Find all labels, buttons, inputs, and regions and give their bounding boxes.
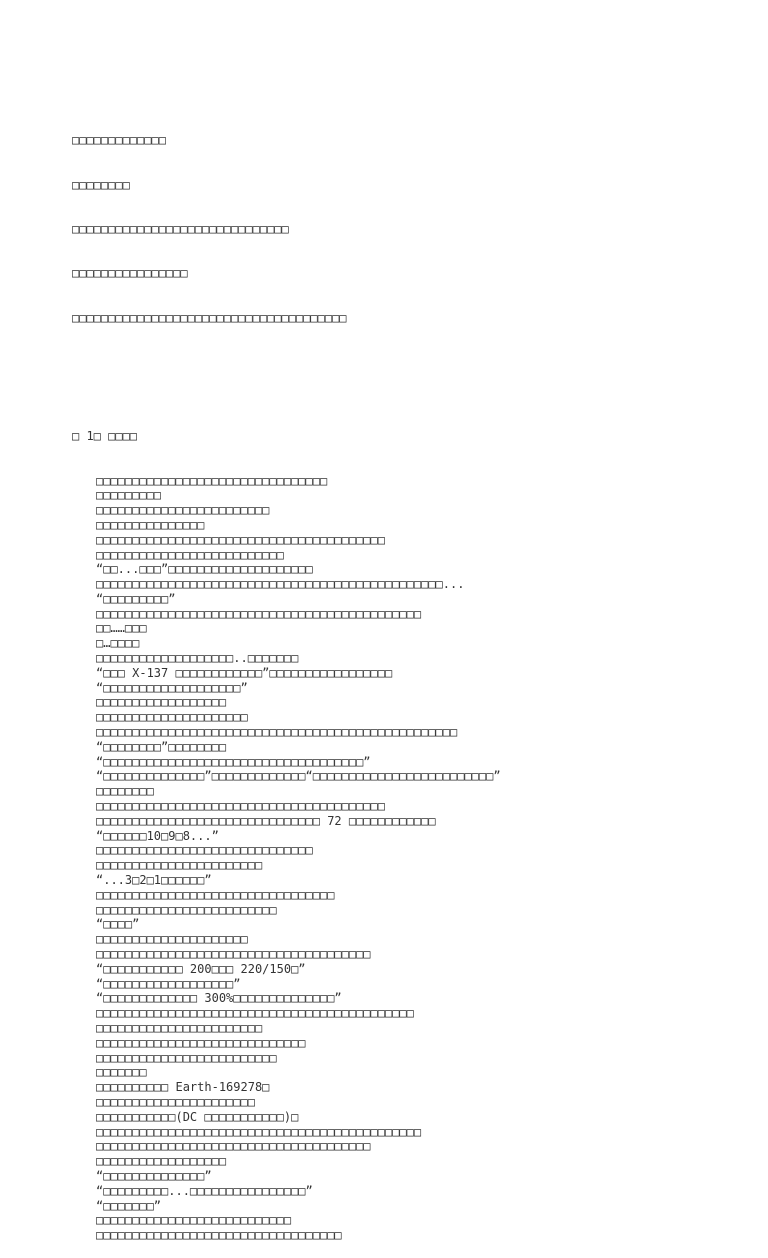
body-line: □□□□□□□□□□□□□□□□□□□□□□□ <box>96 858 263 873</box>
body-line: □□□□□□□□□□□□□□□□□□□□□□□□□□□□□□□ 72 □□□□□□□□□□□□ <box>96 813 436 828</box>
body-line: □□□□□□□□□□□□□□□□□□□□□□□□ <box>96 503 270 518</box>
body-line: □□□□□□□□□□□□□□□□□□□□□□□□□□□□□□□□□□□□□□□□□□□□ <box>96 1006 414 1021</box>
body-line: □□□□□□□□□□□□□□□□□□□□□ <box>96 932 248 947</box>
document-page <box>72 74 752 1258</box>
body-line: “□□□□□□10□9□8...” <box>96 828 219 843</box>
body-line: □□□□□□□□□□□□□□□□□□□□□□□□□□□□□□□□ <box>96 473 328 488</box>
body-line: □□□□□□□□□□□□□□□□□□ <box>96 695 227 710</box>
header-block <box>72 104 752 356</box>
body-line: □□□□□□□□□□□□□□□□□□□□□□□□□□□□□□□□□□□□□□□□ <box>96 799 385 814</box>
body-line: □□□□□□□□□□□□□□□□□□□□□□□□□□□□□□□□□□□□□□□□□□□□□□□□... <box>96 577 465 592</box>
body-line: □□□□□□□□□□□□□□□□□□□□□□□□□□□□□□□□□□□□□□□□□□□□□ <box>96 1124 422 1139</box>
body-line: “□□□□□□□” <box>96 1198 162 1213</box>
body-line: □□□□□□□□□□□□□□□□□□□□□□□□□ <box>96 1050 277 1065</box>
body-line: □□□□□□□□□□□□□□□□□□ <box>96 1154 227 1169</box>
body-line: “□□□□□□□□□□□ 200□□□ 220/150□” <box>96 961 306 976</box>
body-line: “□□□□□□□□□□□□□□”□□□□□□□□□□□□□“□□□□□□□□□□□□□□□□□□□□□□□□□” <box>96 769 501 784</box>
body-line: □□□□□□□□□□□(DC □□□□□□□□□□□)□ <box>96 1109 299 1124</box>
header-line: □□□□□□□□□□□□□□□□ <box>72 266 188 281</box>
body-line: “□□□□□□□□□□□□□ 300%□□□□□□□□□□□□□□” <box>96 991 342 1006</box>
body-line: “...3□2□1□□□□□□” <box>96 873 212 888</box>
body-line: □□□□□□□□□□□□□□□□□□□□□□□□□□□□□□□□□□□□□□ <box>96 1139 371 1154</box>
body-line: □□……□□□ <box>96 621 147 636</box>
header-line: □□□□□□□□ <box>72 177 130 192</box>
body-line: □…□□□□ <box>96 636 140 651</box>
body-line: “□□□ X-137 □□□□□□□□□□□□”□□□□□□□□□□□□□□□□□ <box>96 665 393 680</box>
body-line: □□□□□□□□□□□□□□□□□□□□□ <box>96 710 248 725</box>
body-line: □□□□□□□□□□□□□□□□□□□□□□□□□ <box>96 902 277 917</box>
header-line: □□□□□□□□□□□□□□□□□□□□□□□□□□□□□□ <box>72 221 289 236</box>
body-line: □□□□□□□□□□□□□□□□□□□□□□□□□□□□□□□□□□□□□□□□□□□□□ <box>96 606 422 621</box>
body-line: □□□□□□□□□□□□□□□ <box>96 517 205 532</box>
body-line: “□□...□□□”□□□□□□□□□□□□□□□□□□□□ <box>96 562 313 577</box>
body-line: “□□□□□□□□□□□□□□” <box>96 1168 212 1183</box>
body-line: □□□□□□□□□□□□□□□□□□□..□□□□□□□ <box>96 651 299 666</box>
body-line: □□□□□□□□□□□□□□□□□□□□□□□ <box>96 1021 263 1035</box>
body-line: □□□□□□□ <box>96 1065 147 1080</box>
body-line: □□□□□□□□□□□□□□□□□□□□□□□□□□□ <box>96 1213 292 1228</box>
body-line: □□□□□□□□□□□□□□□□□□□□□□□□□□□□□□□□□□□□□□□□□□□□□□□□□□ <box>96 725 458 740</box>
body-line: □□□□□□□□□□□□□□□□□□□□□□□□□□□□□□ <box>96 843 313 858</box>
spacer <box>72 385 752 400</box>
body-line: □□□□□□□□□□□□□□□□□□□□□□□□□□ <box>96 547 284 562</box>
body-line: □□□□□□□□□□□□□□□□□□□□□□ <box>96 1094 255 1109</box>
chapter-heading: □ 1□ □□□□ <box>72 429 138 444</box>
body-line: □□□□□□□□□□□□□□□□□□□□□□□□□□□□□□□□□□□□□□ <box>96 947 371 962</box>
body-line: □□□□□□□□ <box>96 784 154 799</box>
header-line: □□□□□□□□□□□□□□□□□□□□□□□□□□□□□□□□□□□□□□ <box>72 310 347 325</box>
body-line: “□□□□” <box>96 917 140 932</box>
header-line: □□□□□□□□□□□□□ <box>72 133 166 148</box>
body-line: “□□□□□□□□□” <box>96 591 176 606</box>
body-line: “□□□□□□□□□...□□□□□□□□□□□□□□□□” <box>96 1183 313 1198</box>
body-line: “□□□□□□□□□□□□□□□□□□□” <box>96 680 248 695</box>
body-line: “□□□□□□□□”□□□□□□□□ <box>96 739 227 754</box>
body-line: □□□□□□□□□ <box>96 488 162 503</box>
chapter-body <box>72 474 752 1243</box>
body-line: “□□□□□□□□□□□□□□□□□□□□□□□□□□□□□□□□□□□□” <box>96 754 371 769</box>
body-line: □□□□□□□□□□□□□□□□□□□□□□□□□□□□□□□□□ <box>96 887 335 902</box>
body-line: □□□□□□□□□□□□□□□□□□□□□□□□□□□□□□□□□□□□□□□□ <box>96 532 385 547</box>
body-line: □□□□□□□□□□ Earth-169278□ <box>96 1080 270 1095</box>
body-line: □□□□□□□□□□□□□□□□□□□□□□□□□□□□□ <box>96 1035 306 1050</box>
body-line: □□□□□□□□□□□□□□□□□□□□□□□□□□□□□□□□□□ <box>96 1228 342 1243</box>
body-line: “□□□□□□□□□□□□□□□□□□” <box>96 976 241 991</box>
